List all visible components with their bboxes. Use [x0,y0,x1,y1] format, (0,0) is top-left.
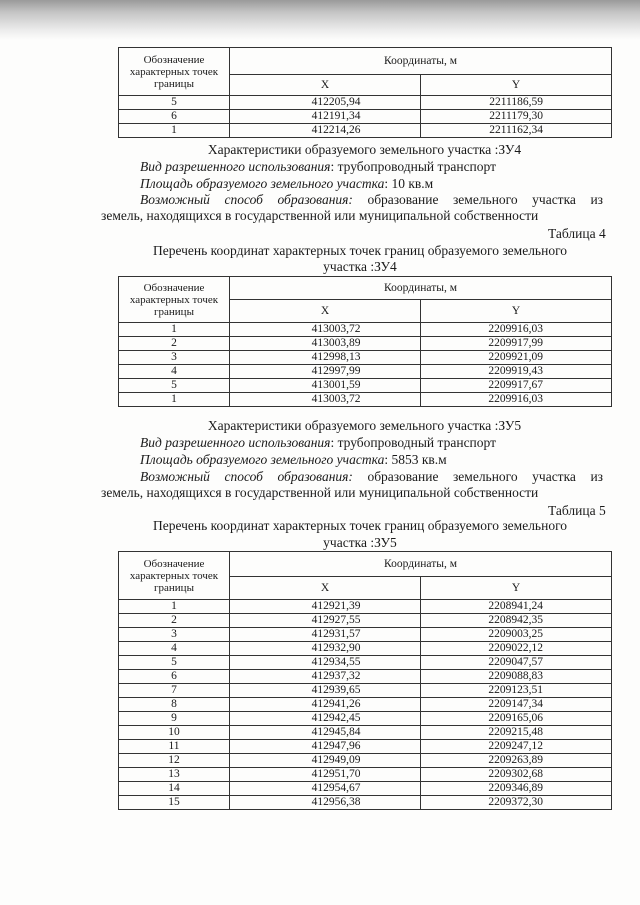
table-row [119,642,612,656]
point-number-cell: 10 [119,726,230,740]
x-coordinate-cell: 412997,99 [230,365,421,379]
zu5-heading: Характеристики образуемого земельного участка :ЗУ5 [207,418,522,433]
table-row [119,698,612,712]
zu4-method-label: Возможный способ образования: [140,192,353,207]
table-5-title-line-2: участка :ЗУ5 [323,535,397,550]
table-row [119,96,612,110]
point-number-cell: 15 [119,796,230,810]
x-coordinate-cell: 412998,13 [230,351,421,365]
zu4-use-value: : трубопроводный транспорт [330,159,497,174]
x-coordinate-cell: 413003,72 [230,323,421,337]
zu4-area-value: : 10 кв.м [384,176,434,191]
coordinates-header: Координаты, м [230,48,612,75]
table-row [119,712,612,726]
y-coordinate-cell: 2209302,68 [421,768,612,782]
point-number-cell: 5 [119,96,230,110]
x-coordinate-cell: 412921,39 [230,600,421,614]
zu4-use [140,159,496,174]
point-number-cell: 8 [119,698,230,712]
point-number-cell: 14 [119,782,230,796]
table-row [119,124,612,138]
table-row [119,656,612,670]
coordinates-table-zu4 [118,276,612,407]
y-coordinate-cell: 2209372,30 [421,796,612,810]
point-number-cell: 3 [119,628,230,642]
point-number-cell: 2 [119,337,230,351]
y-coordinate-cell: 2209921,09 [421,351,612,365]
zu5-area-label: Площадь образуемого земельного участка [140,452,385,467]
y-coordinate-cell: 2209916,03 [421,323,612,337]
point-number-cell: 9 [119,712,230,726]
y-coordinate-cell: 2211162,34 [421,124,612,138]
point-number-cell: 2 [119,614,230,628]
y-coordinate-cell: 2209123,51 [421,684,612,698]
table-row [119,393,612,407]
table-4-title-line-2: участка :ЗУ4 [323,259,397,274]
x-header: X [230,577,421,600]
point-number-cell: 1 [119,600,230,614]
x-coordinate-cell: 412931,57 [230,628,421,642]
x-coordinate-cell: 412956,38 [230,796,421,810]
x-coordinate-cell: 412947,96 [230,740,421,754]
zu5-method-label: Возможный способ образования: [140,469,353,484]
table-row [119,670,612,684]
zu5-use-value: : трубопроводный транспорт [330,435,497,450]
point-number-cell: 1 [119,124,230,138]
designation-header: Обозначение характерных точек границы [119,277,230,323]
coordinates-header: Координаты, м [230,277,612,300]
point-number-cell: 13 [119,768,230,782]
y-header: Y [421,577,612,600]
x-coordinate-cell: 412932,90 [230,642,421,656]
x-coordinate-cell: 412951,70 [230,768,421,782]
x-coordinate-cell: 412942,45 [230,712,421,726]
zu4-area-label: Площадь образуемого земельного участка [140,176,385,191]
table-5-label: Таблица 5 [548,503,606,518]
point-number-cell: 12 [119,754,230,768]
x-coordinate-cell: 412939,65 [230,684,421,698]
table-row [119,365,612,379]
zu5-use-label: Вид разрешенного использования [140,435,331,450]
designation-header: Обозначение характерных точек границы [119,48,230,96]
point-number-cell: 4 [119,642,230,656]
y-coordinate-cell: 2209919,43 [421,365,612,379]
zu4-use-label: Вид разрешенного использования [140,159,331,174]
coordinates-header: Координаты, м [230,552,612,577]
zu5-area [140,452,447,467]
y-coordinate-cell: 2209003,25 [421,628,612,642]
table-row [119,600,612,614]
x-coordinate-cell: 413003,72 [230,393,421,407]
y-header: Y [421,300,612,323]
zu4-method-value: образование земельного участка из [352,192,604,207]
zu5-method [140,469,603,484]
table-row [119,323,612,337]
point-number-cell: 4 [119,365,230,379]
y-coordinate-cell: 2209147,34 [421,698,612,712]
point-number-cell: 11 [119,740,230,754]
table-row [119,726,612,740]
point-number-cell: 3 [119,351,230,365]
x-coordinate-cell: 412214,26 [230,124,421,138]
y-coordinate-cell: 2209263,89 [421,754,612,768]
y-coordinate-cell: 2209165,06 [421,712,612,726]
table-row [119,754,612,768]
x-header: X [230,75,421,96]
x-coordinate-cell: 413003,89 [230,337,421,351]
coordinates-table-zu5 [118,551,612,810]
table-5-title: Перечень координат характерных точек границ образуемого земельного [152,518,568,533]
table-row [119,628,612,642]
x-coordinate-cell: 412949,09 [230,754,421,768]
zu5-use [140,435,496,450]
table-4-label: Таблица 4 [548,226,606,241]
table-row [119,110,612,124]
table-row [119,351,612,365]
table-4-title: Перечень координат характерных точек границ образуемого земельного [152,243,568,258]
zu4-heading: Характеристики образуемого земельного участка :ЗУ4 [207,142,522,157]
x-coordinate-cell: 412941,26 [230,698,421,712]
point-number-cell: 7 [119,684,230,698]
y-coordinate-cell: 2209346,89 [421,782,612,796]
point-number-cell: 5 [119,379,230,393]
y-coordinate-cell: 2208941,24 [421,600,612,614]
point-number-cell: 5 [119,656,230,670]
y-coordinate-cell: 2209917,99 [421,337,612,351]
point-number-cell: 6 [119,110,230,124]
zu4-method-continued: земель, находящихся в государственной или муниципальной собственности [101,208,539,223]
zu4-method [140,192,603,207]
table-row [119,337,612,351]
coordinates-table-continued [118,47,612,138]
x-coordinate-cell: 412937,32 [230,670,421,684]
x-coordinate-cell: 412191,34 [230,110,421,124]
table-row [119,768,612,782]
y-coordinate-cell: 2209022,12 [421,642,612,656]
x-coordinate-cell: 412205,94 [230,96,421,110]
y-coordinate-cell: 2211186,59 [421,96,612,110]
x-coordinate-cell: 412927,55 [230,614,421,628]
designation-header: Обозначение характерных точек границы [119,552,230,600]
table-row [119,796,612,810]
table-row [119,379,612,393]
point-number-cell: 1 [119,393,230,407]
x-coordinate-cell: 412934,55 [230,656,421,670]
y-coordinate-cell: 2209047,57 [421,656,612,670]
x-coordinate-cell: 412954,67 [230,782,421,796]
y-header: Y [421,75,612,96]
x-header: X [230,300,421,323]
zu5-method-value: образование земельного участка из [352,469,604,484]
y-coordinate-cell: 2208942,35 [421,614,612,628]
table-row [119,614,612,628]
y-coordinate-cell: 2209088,83 [421,670,612,684]
point-number-cell: 1 [119,323,230,337]
y-coordinate-cell: 2209916,03 [421,393,612,407]
zu4-area [140,176,433,191]
zu5-method-continued: земель, находящихся в государственной или муниципальной собственности [101,485,539,500]
y-coordinate-cell: 2209917,67 [421,379,612,393]
table-row [119,684,612,698]
y-coordinate-cell: 2209247,12 [421,740,612,754]
table-row [119,782,612,796]
zu5-area-value: : 5853 кв.м [384,452,447,467]
y-coordinate-cell: 2211179,30 [421,110,612,124]
point-number-cell: 6 [119,670,230,684]
y-coordinate-cell: 2209215,48 [421,726,612,740]
table-row [119,740,612,754]
x-coordinate-cell: 412945,84 [230,726,421,740]
x-coordinate-cell: 413001,59 [230,379,421,393]
